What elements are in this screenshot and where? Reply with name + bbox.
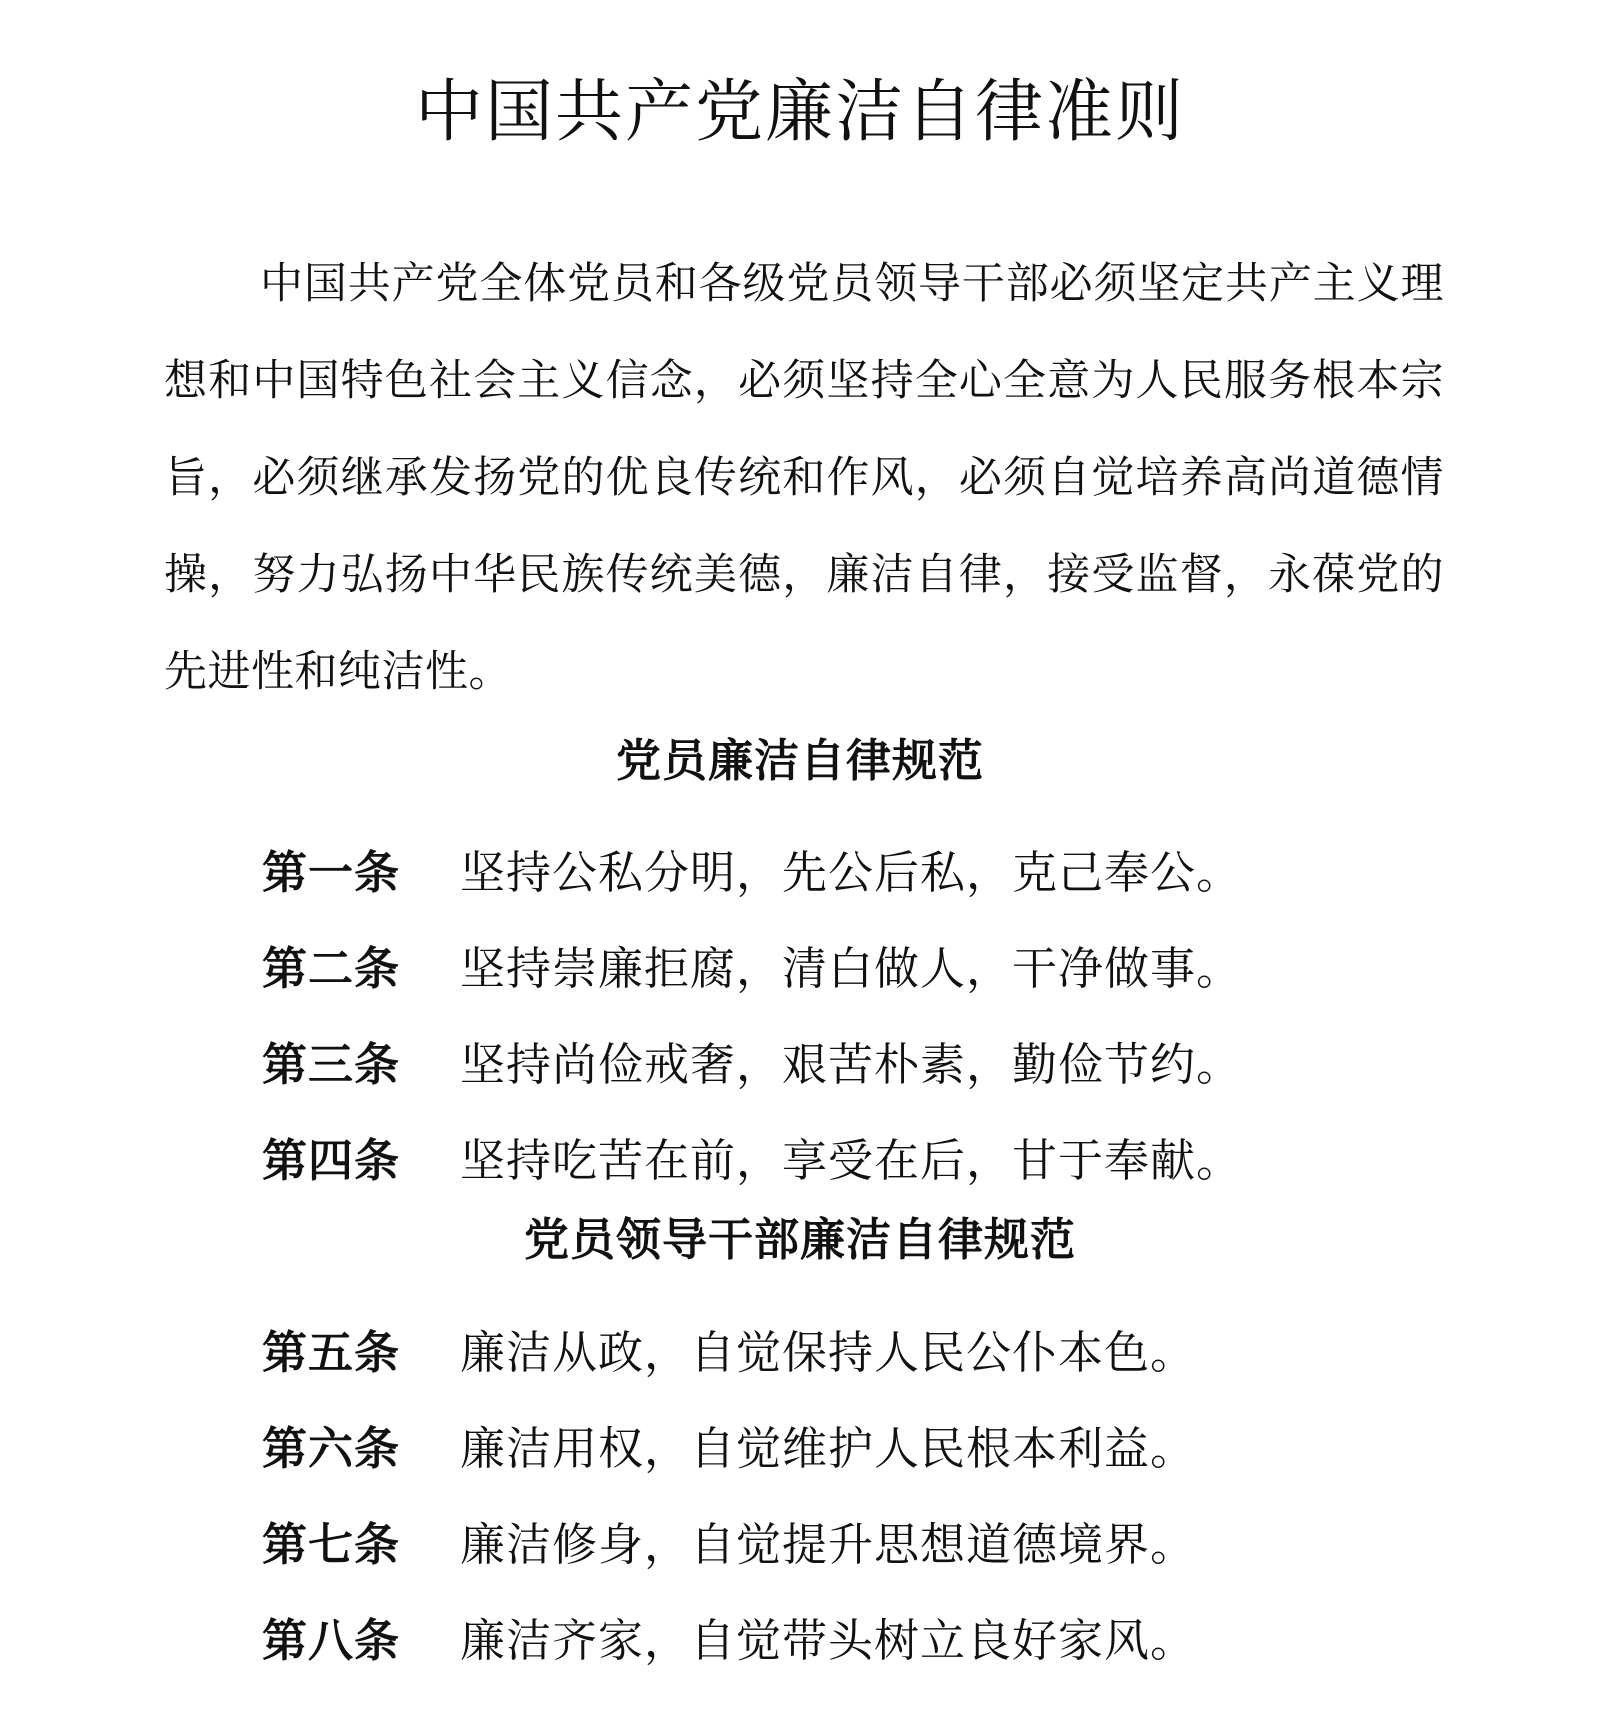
section-heading-party-members: 党员廉洁自律规范	[615, 734, 984, 787]
article-number: 第三条	[262, 1037, 401, 1091]
article-list-party-members	[262, 820, 1242, 1204]
article-text: 廉洁修身，自觉提升思想道德境界。	[460, 1517, 1197, 1571]
article-item	[262, 820, 1242, 916]
article-item	[262, 1108, 1242, 1204]
preamble-paragraph: 中国共产党全体党员和各级党员领导干部必须坚定共产主义理想和中国特色社会主义信念，必须坚持全心全意为人民服务根本宗旨，必须继承发扬党的优良传统和作风，必须自觉培养高尚道德情操，努力弘扬中华民族传统美德，廉洁自律，接受监督，永葆党的先进性和纯洁性。	[164, 259, 1444, 697]
article-text: 坚持崇廉拒腐，清白做人，干净做事。	[460, 941, 1243, 995]
article-item	[262, 1396, 1196, 1492]
document-title: 中国共产党廉洁自律准则	[414, 72, 1185, 152]
article-text: 坚持吃苦在前，享受在后，甘于奉献。	[460, 1133, 1243, 1187]
article-item	[262, 1300, 1196, 1396]
article-text: 廉洁从政，自觉保持人民公仆本色。	[460, 1325, 1197, 1379]
article-number: 第二条	[262, 941, 401, 995]
article-text: 坚持公私分明，先公后私，克己奉公。	[460, 845, 1243, 899]
article-item	[262, 1588, 1196, 1684]
article-number: 第六条	[262, 1421, 401, 1475]
article-number: 第五条	[262, 1325, 401, 1379]
article-number: 第一条	[262, 845, 401, 899]
section-heading-leading-cadres: 党员领导干部廉洁自律规范	[523, 1213, 1076, 1266]
article-text: 坚持尚俭戒奢，艰苦朴素，勤俭节约。	[460, 1037, 1243, 1091]
article-item	[262, 916, 1242, 1012]
article-number: 第八条	[262, 1613, 401, 1667]
article-item	[262, 1012, 1242, 1108]
article-number: 第四条	[262, 1133, 401, 1187]
article-list-leading-cadres	[262, 1300, 1196, 1684]
article-number: 第七条	[262, 1517, 401, 1571]
article-item	[262, 1492, 1196, 1588]
article-text: 廉洁用权，自觉维护人民根本利益。	[460, 1421, 1197, 1475]
article-text: 廉洁齐家，自觉带头树立良好家风。	[460, 1613, 1197, 1667]
